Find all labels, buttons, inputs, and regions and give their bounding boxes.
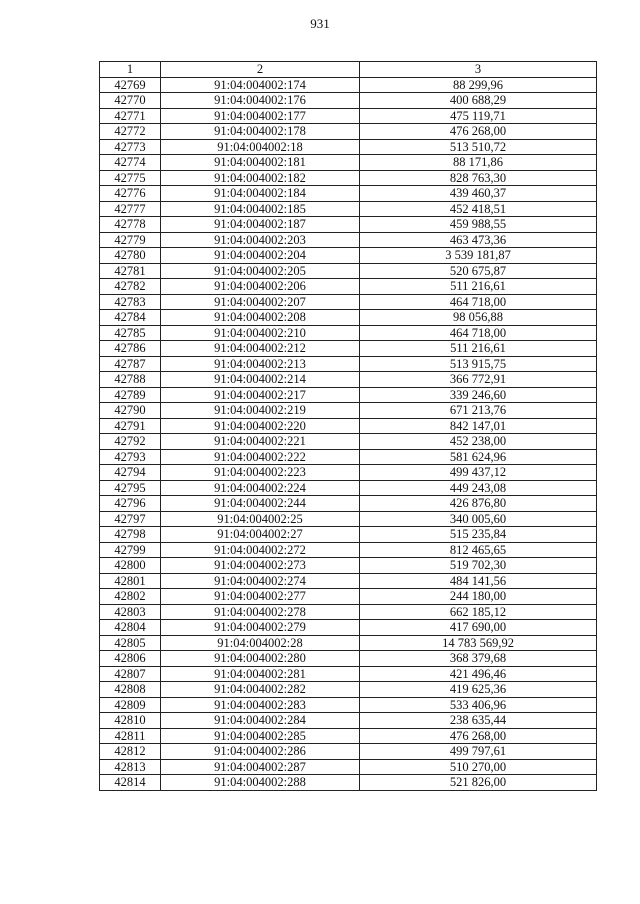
cadastral-number-cell: 91:04:004002:182 bbox=[161, 170, 360, 186]
table-row bbox=[100, 728, 597, 744]
row-number-cell: 42806 bbox=[100, 651, 161, 667]
cadastral-number-cell: 91:04:004002:285 bbox=[161, 728, 360, 744]
table-body bbox=[100, 77, 597, 790]
value-cell: 14 783 569,92 bbox=[360, 635, 597, 651]
cadastral-number-cell: 91:04:004002:287 bbox=[161, 759, 360, 775]
table-row bbox=[100, 651, 597, 667]
table-row bbox=[100, 635, 597, 651]
cadastral-number-cell: 91:04:004002:277 bbox=[161, 589, 360, 605]
row-number-cell: 42783 bbox=[100, 294, 161, 310]
row-number-cell: 42790 bbox=[100, 403, 161, 419]
cadastral-number-cell: 91:04:004002:278 bbox=[161, 604, 360, 620]
table-row bbox=[100, 170, 597, 186]
cadastral-number-cell: 91:04:004002:207 bbox=[161, 294, 360, 310]
table-row bbox=[100, 542, 597, 558]
row-number-cell: 42784 bbox=[100, 310, 161, 326]
value-cell: 484 141,56 bbox=[360, 573, 597, 589]
row-number-cell: 42771 bbox=[100, 108, 161, 124]
header-row bbox=[100, 62, 597, 78]
table-row bbox=[100, 93, 597, 109]
value-cell: 519 702,30 bbox=[360, 558, 597, 574]
row-number-cell: 42773 bbox=[100, 139, 161, 155]
row-number-cell: 42774 bbox=[100, 155, 161, 171]
cadastral-number-cell: 91:04:004002:206 bbox=[161, 279, 360, 295]
table-row bbox=[100, 713, 597, 729]
table-row bbox=[100, 666, 597, 682]
row-number-cell: 42810 bbox=[100, 713, 161, 729]
row-number-cell: 42791 bbox=[100, 418, 161, 434]
row-number-cell: 42779 bbox=[100, 232, 161, 248]
table-row bbox=[100, 620, 597, 636]
table-row bbox=[100, 434, 597, 450]
value-cell: 463 473,36 bbox=[360, 232, 597, 248]
cadastral-number-cell: 91:04:004002:274 bbox=[161, 573, 360, 589]
row-number-cell: 42813 bbox=[100, 759, 161, 775]
value-cell: 464 718,00 bbox=[360, 294, 597, 310]
row-number-cell: 42793 bbox=[100, 449, 161, 465]
value-cell: 244 180,00 bbox=[360, 589, 597, 605]
row-number-cell: 42776 bbox=[100, 186, 161, 202]
table-row bbox=[100, 527, 597, 543]
cadastral-number-cell: 91:04:004002:223 bbox=[161, 465, 360, 481]
page-number: 931 bbox=[310, 16, 330, 31]
cadastral-number-cell: 91:04:004002:176 bbox=[161, 93, 360, 109]
cadastral-number-cell: 91:04:004002:279 bbox=[161, 620, 360, 636]
table-row bbox=[100, 248, 597, 264]
row-number-cell: 42802 bbox=[100, 589, 161, 605]
table-row bbox=[100, 108, 597, 124]
value-cell: 662 185,12 bbox=[360, 604, 597, 620]
table-row bbox=[100, 682, 597, 698]
cadastral-number-cell: 91:04:004002:273 bbox=[161, 558, 360, 574]
table-row bbox=[100, 775, 597, 791]
row-number-cell: 42785 bbox=[100, 325, 161, 341]
table-row bbox=[100, 418, 597, 434]
value-cell: 581 624,96 bbox=[360, 449, 597, 465]
cadastral-number-cell: 91:04:004002:281 bbox=[161, 666, 360, 682]
value-cell: 476 268,00 bbox=[360, 728, 597, 744]
value-cell: 828 763,30 bbox=[360, 170, 597, 186]
cadastral-number-cell: 91:04:004002:244 bbox=[161, 496, 360, 512]
table-row bbox=[100, 744, 597, 760]
value-cell: 511 216,61 bbox=[360, 341, 597, 357]
table-row bbox=[100, 294, 597, 310]
value-cell: 476 268,00 bbox=[360, 124, 597, 140]
row-number-cell: 42800 bbox=[100, 558, 161, 574]
header-cell-col-1: 1 bbox=[100, 62, 161, 78]
row-number-cell: 42794 bbox=[100, 465, 161, 481]
cadastral-number-cell: 91:04:004002:27 bbox=[161, 527, 360, 543]
value-cell: 499 797,61 bbox=[360, 744, 597, 760]
row-number-cell: 42789 bbox=[100, 387, 161, 403]
value-cell: 439 460,37 bbox=[360, 186, 597, 202]
row-number-cell: 42809 bbox=[100, 697, 161, 713]
table-row bbox=[100, 589, 597, 605]
cadastral-number-cell: 91:04:004002:224 bbox=[161, 480, 360, 496]
value-cell: 417 690,00 bbox=[360, 620, 597, 636]
value-cell: 421 496,46 bbox=[360, 666, 597, 682]
table-header bbox=[100, 62, 597, 78]
table-row bbox=[100, 356, 597, 372]
cadastral-number-cell: 91:04:004002:272 bbox=[161, 542, 360, 558]
row-number-cell: 42772 bbox=[100, 124, 161, 140]
table-row bbox=[100, 325, 597, 341]
table-row bbox=[100, 465, 597, 481]
table-row bbox=[100, 155, 597, 171]
cadastral-number-cell: 91:04:004002:212 bbox=[161, 341, 360, 357]
value-cell: 521 826,00 bbox=[360, 775, 597, 791]
cadastral-number-cell: 91:04:004002:185 bbox=[161, 201, 360, 217]
table-row bbox=[100, 496, 597, 512]
row-number-cell: 42778 bbox=[100, 217, 161, 233]
cadastral-number-cell: 91:04:004002:221 bbox=[161, 434, 360, 450]
row-number-cell: 42795 bbox=[100, 480, 161, 496]
cadastral-number-cell: 91:04:004002:286 bbox=[161, 744, 360, 760]
row-number-cell: 42814 bbox=[100, 775, 161, 791]
value-cell: 426 876,80 bbox=[360, 496, 597, 512]
value-cell: 812 465,65 bbox=[360, 542, 597, 558]
cadastral-number-cell: 91:04:004002:220 bbox=[161, 418, 360, 434]
cadastral-number-cell: 91:04:004002:18 bbox=[161, 139, 360, 155]
cadastral-number-cell: 91:04:004002:25 bbox=[161, 511, 360, 527]
table-row bbox=[100, 279, 597, 295]
table-row bbox=[100, 604, 597, 620]
value-cell: 449 243,08 bbox=[360, 480, 597, 496]
row-number-cell: 42805 bbox=[100, 635, 161, 651]
value-cell: 499 437,12 bbox=[360, 465, 597, 481]
value-cell: 419 625,36 bbox=[360, 682, 597, 698]
cadastral-number-cell: 91:04:004002:214 bbox=[161, 372, 360, 388]
table-row bbox=[100, 449, 597, 465]
row-number-cell: 42798 bbox=[100, 527, 161, 543]
cadastral-number-cell: 91:04:004002:203 bbox=[161, 232, 360, 248]
row-number-cell: 42782 bbox=[100, 279, 161, 295]
header-cell-col-3: 3 bbox=[360, 62, 597, 78]
table-row bbox=[100, 310, 597, 326]
value-cell: 238 635,44 bbox=[360, 713, 597, 729]
value-cell: 339 246,60 bbox=[360, 387, 597, 403]
cadastral-number-cell: 91:04:004002:284 bbox=[161, 713, 360, 729]
value-cell: 452 238,00 bbox=[360, 434, 597, 450]
value-cell: 88 171,86 bbox=[360, 155, 597, 171]
table-row bbox=[100, 341, 597, 357]
table-row bbox=[100, 372, 597, 388]
cadastral-number-cell: 91:04:004002:181 bbox=[161, 155, 360, 171]
row-number-cell: 42792 bbox=[100, 434, 161, 450]
table-row bbox=[100, 77, 597, 93]
cadastral-number-cell: 91:04:004002:28 bbox=[161, 635, 360, 651]
value-cell: 510 270,00 bbox=[360, 759, 597, 775]
value-cell: 340 005,60 bbox=[360, 511, 597, 527]
table-row bbox=[100, 480, 597, 496]
table-row bbox=[100, 139, 597, 155]
value-cell: 464 718,00 bbox=[360, 325, 597, 341]
row-number-cell: 42799 bbox=[100, 542, 161, 558]
value-cell: 511 216,61 bbox=[360, 279, 597, 295]
cadastral-number-cell: 91:04:004002:187 bbox=[161, 217, 360, 233]
value-cell: 842 147,01 bbox=[360, 418, 597, 434]
row-number-cell: 42808 bbox=[100, 682, 161, 698]
value-cell: 671 213,76 bbox=[360, 403, 597, 419]
value-cell: 459 988,55 bbox=[360, 217, 597, 233]
cadastral-number-cell: 91:04:004002:222 bbox=[161, 449, 360, 465]
cadastral-number-cell: 91:04:004002:204 bbox=[161, 248, 360, 264]
row-number-cell: 42812 bbox=[100, 744, 161, 760]
value-cell: 520 675,87 bbox=[360, 263, 597, 279]
cadastral-number-cell: 91:04:004002:282 bbox=[161, 682, 360, 698]
table-row bbox=[100, 217, 597, 233]
cadastral-number-cell: 91:04:004002:178 bbox=[161, 124, 360, 140]
table-row bbox=[100, 124, 597, 140]
table-row bbox=[100, 403, 597, 419]
header-cell-col-2: 2 bbox=[161, 62, 360, 78]
row-number-cell: 42787 bbox=[100, 356, 161, 372]
cadastral-number-cell: 91:04:004002:219 bbox=[161, 403, 360, 419]
row-number-cell: 42797 bbox=[100, 511, 161, 527]
table-row bbox=[100, 697, 597, 713]
value-cell: 88 299,96 bbox=[360, 77, 597, 93]
row-number-cell: 42775 bbox=[100, 170, 161, 186]
row-number-cell: 42804 bbox=[100, 620, 161, 636]
cadastral-number-cell: 91:04:004002:280 bbox=[161, 651, 360, 667]
table-row bbox=[100, 759, 597, 775]
cadastral-number-cell: 91:04:004002:283 bbox=[161, 697, 360, 713]
table-row bbox=[100, 387, 597, 403]
value-cell: 515 235,84 bbox=[360, 527, 597, 543]
registry-table bbox=[99, 61, 597, 791]
row-number-cell: 42786 bbox=[100, 341, 161, 357]
row-number-cell: 42796 bbox=[100, 496, 161, 512]
value-cell: 452 418,51 bbox=[360, 201, 597, 217]
value-cell: 513 915,75 bbox=[360, 356, 597, 372]
table-row bbox=[100, 511, 597, 527]
value-cell: 98 056,88 bbox=[360, 310, 597, 326]
cadastral-number-cell: 91:04:004002:205 bbox=[161, 263, 360, 279]
value-cell: 366 772,91 bbox=[360, 372, 597, 388]
row-number-cell: 42807 bbox=[100, 666, 161, 682]
row-number-cell: 42781 bbox=[100, 263, 161, 279]
table-row bbox=[100, 263, 597, 279]
row-number-cell: 42777 bbox=[100, 201, 161, 217]
cadastral-number-cell: 91:04:004002:210 bbox=[161, 325, 360, 341]
table-row bbox=[100, 558, 597, 574]
value-cell: 533 406,96 bbox=[360, 697, 597, 713]
value-cell: 513 510,72 bbox=[360, 139, 597, 155]
row-number-cell: 42769 bbox=[100, 77, 161, 93]
cadastral-number-cell: 91:04:004002:184 bbox=[161, 186, 360, 202]
row-number-cell: 42811 bbox=[100, 728, 161, 744]
row-number-cell: 42780 bbox=[100, 248, 161, 264]
row-number-cell: 42788 bbox=[100, 372, 161, 388]
cadastral-number-cell: 91:04:004002:177 bbox=[161, 108, 360, 124]
value-cell: 3 539 181,87 bbox=[360, 248, 597, 264]
cadastral-number-cell: 91:04:004002:174 bbox=[161, 77, 360, 93]
table-row bbox=[100, 186, 597, 202]
value-cell: 475 119,71 bbox=[360, 108, 597, 124]
value-cell: 368 379,68 bbox=[360, 651, 597, 667]
table-row bbox=[100, 201, 597, 217]
row-number-cell: 42770 bbox=[100, 93, 161, 109]
cadastral-number-cell: 91:04:004002:208 bbox=[161, 310, 360, 326]
table-row bbox=[100, 232, 597, 248]
cadastral-number-cell: 91:04:004002:288 bbox=[161, 775, 360, 791]
table-row bbox=[100, 573, 597, 589]
cadastral-number-cell: 91:04:004002:217 bbox=[161, 387, 360, 403]
value-cell: 400 688,29 bbox=[360, 93, 597, 109]
row-number-cell: 42803 bbox=[100, 604, 161, 620]
row-number-cell: 42801 bbox=[100, 573, 161, 589]
cadastral-number-cell: 91:04:004002:213 bbox=[161, 356, 360, 372]
